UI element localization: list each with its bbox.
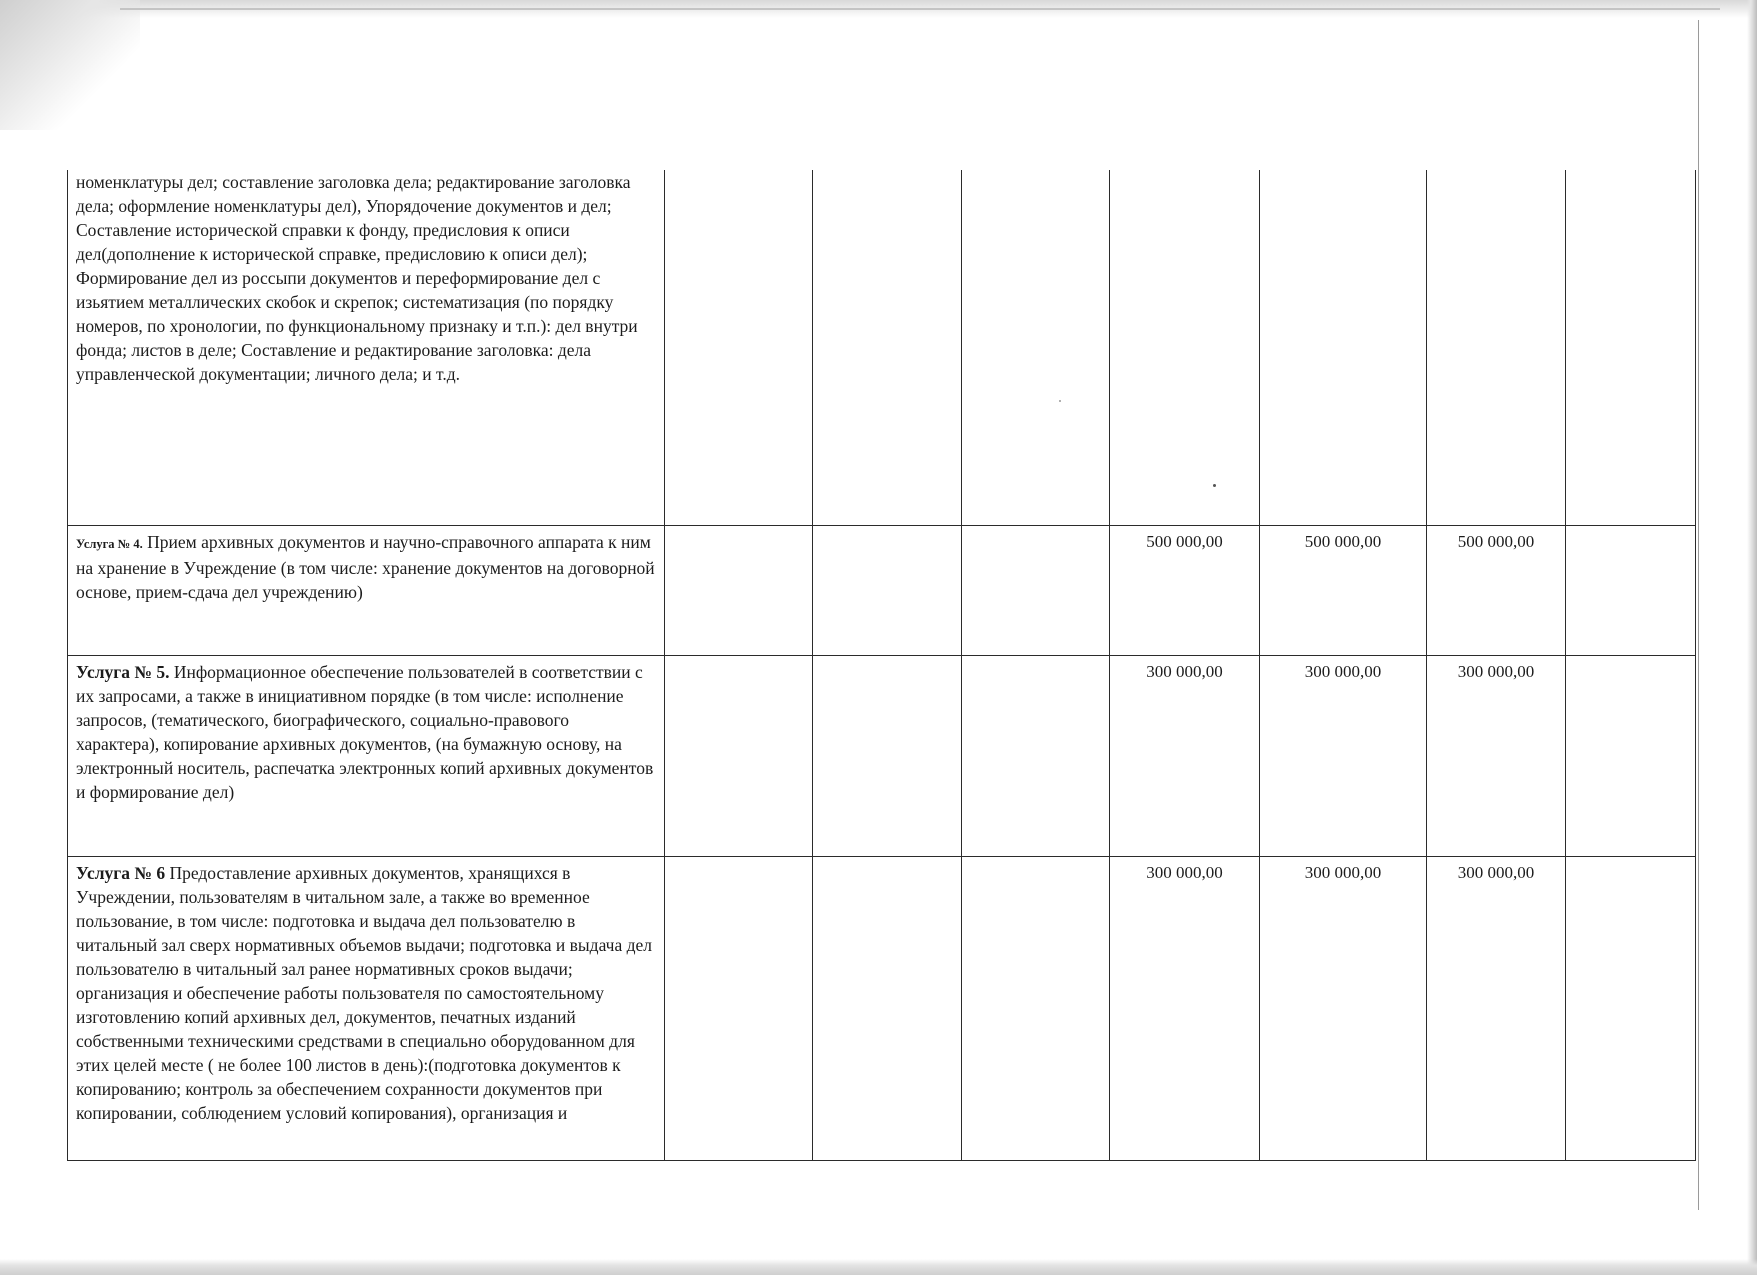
- service-description: номенклатуры дел; составление заголовка дела; редактирование заголовка дела; оформление номенклатуры дел), Упорядочение документов и дел; Составление исторической справки к фонду, предисловия к описи дел(дополнение к исторической справке, предисловию к описи дел); Формирование дел из россыпи документов и переформирование дел с изьятием металлических скобок и скрепок; систематизация (по порядку номеров, по хронологии, по функциональному признаку и т.п.): дел внутри фонда; листов в деле; Составление и редактирование заголовка: дела управленческой документации; личного дела; и т.д.: [76, 172, 638, 384]
- amount-cell: 300 000,00: [1110, 856, 1260, 1160]
- amount-cell: [1260, 170, 1427, 525]
- empty-cell: [1566, 170, 1696, 525]
- service-label: Услуга № 5.: [76, 661, 170, 682]
- empty-cell: [962, 525, 1110, 655]
- table-row: [68, 856, 1696, 1160]
- amount-cell: [1427, 170, 1566, 525]
- services-table: [67, 170, 1696, 1161]
- scan-speck: [1059, 400, 1061, 402]
- amount-cell: 300 000,00: [1110, 655, 1260, 856]
- service-description: Предоставление архивных документов, хранящихся в Учреждении, пользователям в читальном зале, а также во временное пользование, в том числе: подготовка и выдача дел пользователю в читальный зал сверх нормативных объемов выдачи; подготовка и выдача дел пользователю в читальный зал ранее нормативных сроков выдачи; организация и обеспечение работы пользователя по самостоятельному изготовлению копий архивных дел, документов, печатных изданий собственными техническими средствами в специально оборудованном для этих целей месте ( не более 100 листов в день):(подготовка документов к копированию; контроль за обеспечением сохранности документов при копировании, соблюдением условий копирования), организация и: [76, 862, 652, 1123]
- page-edge-line: [1698, 20, 1699, 1210]
- empty-cell: [962, 655, 1110, 856]
- empty-cell: [665, 170, 813, 525]
- service-description-cell: [68, 856, 665, 1160]
- service-description: Информационное обеспечение пользователей в соответствии с их запросами, а также в инициативном порядке (в том числе: исполнение запросов, (тематического, биографического, социально-правового характера), копирование архивных документов, (на бумажную основу, на электронный носитель, распечатка электронных копий архивных документов и формирование дел): [76, 661, 654, 802]
- table-row: [68, 525, 1696, 655]
- table-row: [68, 170, 1696, 525]
- empty-cell: [1566, 856, 1696, 1160]
- amount-cell: 300 000,00: [1260, 655, 1427, 856]
- service-description: Прием архивных документов и научно-справочного аппарата к ним на хранение в Учреждение (в том числе: хранение документов на договорной основе, прием-сдача дел учреждению): [76, 531, 655, 602]
- service-description-cell: [68, 655, 665, 856]
- scan-shadow-corner: [0, 0, 140, 130]
- empty-cell: [813, 525, 962, 655]
- empty-cell: [665, 525, 813, 655]
- empty-cell: [1566, 525, 1696, 655]
- scan-shadow-right: [1747, 0, 1757, 1275]
- empty-cell: [665, 856, 813, 1160]
- empty-cell: [665, 655, 813, 856]
- empty-cell: [813, 655, 962, 856]
- amount-cell: 500 000,00: [1427, 525, 1566, 655]
- amount-cell: 300 000,00: [1427, 655, 1566, 856]
- table-row: [68, 655, 1696, 856]
- empty-cell: [1566, 655, 1696, 856]
- scan-speck: [1213, 484, 1216, 487]
- amount-cell: 300 000,00: [1260, 856, 1427, 1160]
- empty-cell: [813, 856, 962, 1160]
- amount-cell: 500 000,00: [1260, 525, 1427, 655]
- scan-shadow-bottom: [0, 1259, 1757, 1275]
- service-label: Услуга № 6: [76, 862, 166, 883]
- service-label: Услуга № 4.: [76, 536, 143, 551]
- service-description-cell: [68, 170, 665, 525]
- amount-cell: 300 000,00: [1427, 856, 1566, 1160]
- empty-cell: [962, 170, 1110, 525]
- amount-cell: [1110, 170, 1260, 525]
- scan-edge-rule: [120, 8, 1720, 10]
- empty-cell: [813, 170, 962, 525]
- service-description-cell: [68, 525, 665, 655]
- amount-cell: 500 000,00: [1110, 525, 1260, 655]
- empty-cell: [962, 856, 1110, 1160]
